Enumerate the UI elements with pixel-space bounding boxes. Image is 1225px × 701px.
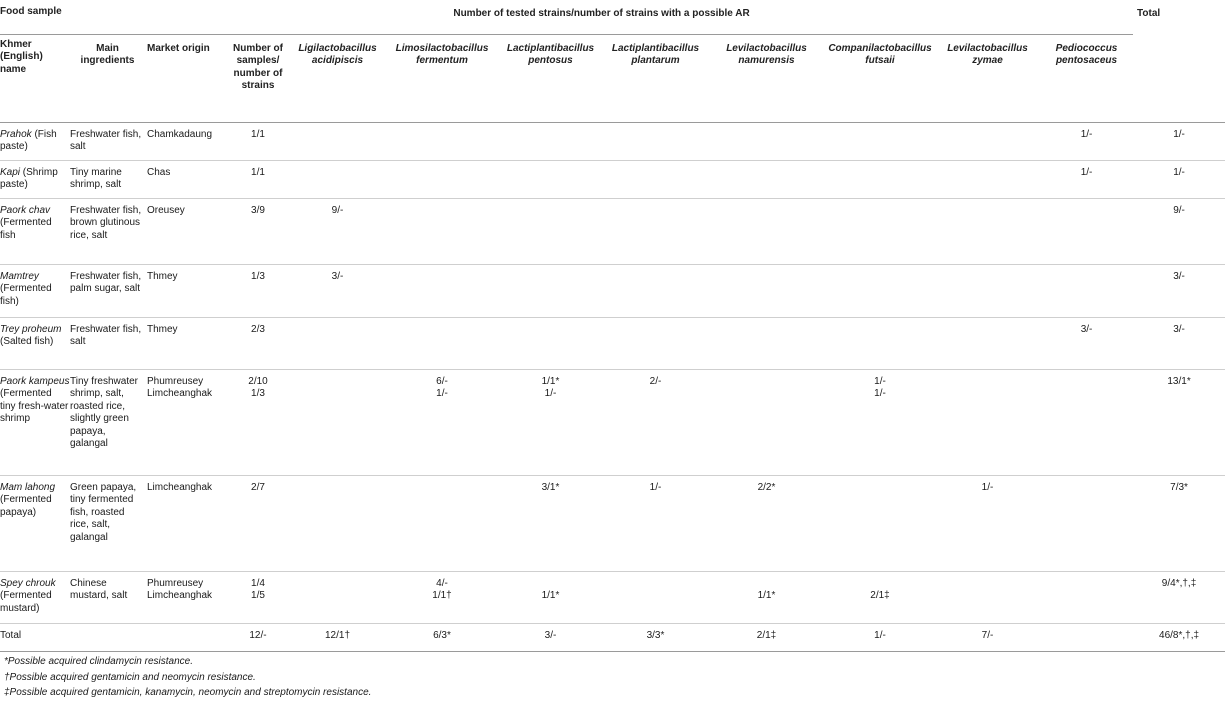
footnote: †Possible acquired gentamicin and neomycin resistance. xyxy=(4,671,256,683)
species-count-cell: 2/1‡ xyxy=(825,571,935,623)
food-name-english: (Fermented papaya) xyxy=(0,494,52,518)
total-cell: 46/8*,†,‡ xyxy=(1133,623,1225,651)
samples-cell: 1/3 xyxy=(227,264,289,317)
species-count-cell: 6/- 1/- xyxy=(386,369,498,475)
market-origin-cell: Thmey xyxy=(145,264,227,317)
species-count-cell xyxy=(825,264,935,317)
food-name-cell xyxy=(0,369,70,475)
species-count-cell xyxy=(603,264,708,317)
food-name-cell xyxy=(0,122,70,160)
ingredients-cell: Tiny freshwater shrimp, salt, roasted rice, slightly green papaya, galangal xyxy=(70,369,145,475)
food-name-english: (Fermented fish) xyxy=(0,283,52,307)
species-header: Levilactobacillus zymae xyxy=(947,42,1028,66)
species-count-cell: 1/- xyxy=(825,623,935,651)
species-count-cell xyxy=(498,317,603,369)
species-header: Levilactobacillus namurensis xyxy=(726,42,807,66)
species-count-cell xyxy=(386,198,498,264)
footnote: *Possible acquired clindamycin resistance. xyxy=(4,656,193,667)
food-name-khmer: Paork chav xyxy=(0,204,51,216)
khmer-name-header: Khmer (English) name xyxy=(0,34,70,122)
market-origin-cell: Chamkadaung xyxy=(145,122,227,160)
species-count-cell xyxy=(386,475,498,571)
species-count-cell: 6/3* xyxy=(386,623,498,651)
food-name-khmer: Prahok xyxy=(0,128,32,140)
samples-cell: 2/7 xyxy=(227,475,289,571)
species-count-cell xyxy=(825,160,935,198)
table-row xyxy=(0,369,1225,475)
ingredients-cell: Green papaya, tiny fermented fish, roasted rice, salt, galangal xyxy=(70,475,145,571)
market-origin-header: Market origin xyxy=(147,42,210,54)
table-row xyxy=(0,475,1225,571)
total-cell: 9/- xyxy=(1133,198,1225,264)
samples-cell: 1/4 1/5 xyxy=(227,571,289,623)
species-count-cell xyxy=(289,122,386,160)
species-count-cell xyxy=(386,160,498,198)
food-name-cell xyxy=(0,571,70,623)
total-cell: 7/3* xyxy=(1133,475,1225,571)
species-header: Lactiplantibacillus pentosus xyxy=(506,42,595,66)
species-count-cell: 3/- xyxy=(289,264,386,317)
food-sample-header: Food sample xyxy=(0,6,62,17)
main-ingredients-header: Main ingredients xyxy=(80,42,135,66)
species-header: Ligilactobacillus acidipiscis xyxy=(298,42,377,66)
species-count-cell xyxy=(825,198,935,264)
ingredients-cell: Chinese mustard, salt xyxy=(70,571,145,623)
samples-cell: 3/9 xyxy=(227,198,289,264)
footnotes xyxy=(4,654,371,701)
species-header: Limosilactobacillus fermentum xyxy=(395,42,489,66)
food-name-english: (Fermented mustard) xyxy=(0,590,52,614)
species-count-cell xyxy=(935,122,1040,160)
species-count-cell xyxy=(289,475,386,571)
species-count-cell xyxy=(708,369,825,475)
species-count-cell xyxy=(498,122,603,160)
market-origin-cell: Thmey xyxy=(145,317,227,369)
total-header-spacer xyxy=(1133,34,1225,122)
table-row xyxy=(0,122,1225,160)
species-count-cell xyxy=(825,475,935,571)
species-count-cell: 1/- xyxy=(1040,122,1133,160)
species-count-cell xyxy=(498,198,603,264)
species-count-cell: 12/1† xyxy=(289,623,386,651)
food-name-english: (Salted fish) xyxy=(0,336,54,347)
species-count-cell xyxy=(1040,369,1133,475)
species-count-cell xyxy=(935,571,1040,623)
species-count-cell xyxy=(289,160,386,198)
food-name-english: (Fermented fish xyxy=(0,217,52,241)
species-count-cell xyxy=(708,317,825,369)
footnote: ‡Possible acquired gentamicin, kanamycin, neomycin and streptomycin resistance. xyxy=(4,687,372,698)
ingredients-cell: Freshwater fish, palm sugar, salt xyxy=(70,264,145,317)
table-row xyxy=(0,198,1225,264)
span-title-header: Number of tested strains/number of strains with a possible AR xyxy=(70,0,1133,34)
num-samples-header: Number of samples/ number of strains xyxy=(233,42,283,91)
species-count-cell xyxy=(386,122,498,160)
species-count-cell: 4/- 1/1† xyxy=(386,571,498,623)
species-count-cell xyxy=(708,160,825,198)
species-header: Lactiplantibacillus plantarum xyxy=(611,42,700,66)
total-row xyxy=(0,623,1225,651)
species-count-cell: 1/- xyxy=(1040,160,1133,198)
species-count-cell xyxy=(1040,623,1133,651)
market-origin-cell: Limcheanghak xyxy=(145,475,227,571)
table-row xyxy=(0,264,1225,317)
species-count-cell xyxy=(935,160,1040,198)
samples-cell: 12/- xyxy=(227,623,289,651)
total-cell: 3/- xyxy=(1133,264,1225,317)
samples-cell: 1/1 xyxy=(227,122,289,160)
species-count-cell: 3/- xyxy=(1040,317,1133,369)
market-origin-cell: Phumreusey Limcheanghak xyxy=(145,369,227,475)
species-count-cell xyxy=(603,198,708,264)
ingredients-cell: Freshwater fish, salt xyxy=(70,317,145,369)
samples-cell: 2/10 1/3 xyxy=(227,369,289,475)
species-count-cell xyxy=(708,198,825,264)
total-cell: 1/- xyxy=(1133,160,1225,198)
market-origin-cell: Phumreusey Limcheanghak xyxy=(145,571,227,623)
species-count-cell xyxy=(289,571,386,623)
species-count-cell xyxy=(935,369,1040,475)
total-header: Total xyxy=(1137,8,1161,19)
header-row-2 xyxy=(0,34,1225,122)
header-row-1 xyxy=(0,0,1225,34)
food-name-cell xyxy=(0,475,70,571)
table-row xyxy=(0,317,1225,369)
ingredients-cell: Freshwater fish, salt xyxy=(70,122,145,160)
samples-cell: 2/3 xyxy=(227,317,289,369)
species-count-cell xyxy=(1040,571,1133,623)
table-row xyxy=(0,571,1225,623)
species-count-cell: 1/1* xyxy=(498,571,603,623)
food-name-khmer: Paork kampeus xyxy=(0,375,70,387)
food-name-english: (Fermented tiny fresh-water shrimp xyxy=(0,388,69,424)
species-count-cell: 9/- xyxy=(289,198,386,264)
species-count-cell: 1/1* 1/- xyxy=(498,369,603,475)
species-count-cell: 3/3* xyxy=(603,623,708,651)
species-count-cell xyxy=(1040,198,1133,264)
species-count-cell: 1/- xyxy=(935,475,1040,571)
market-origin-cell: Chas xyxy=(145,160,227,198)
species-count-cell: 7/- xyxy=(935,623,1040,651)
species-count-cell: 3/1* xyxy=(498,475,603,571)
food-name-cell xyxy=(0,160,70,198)
food-name-khmer: Kapi xyxy=(0,166,21,178)
species-header: Pediococcus pentosaceus xyxy=(1055,42,1118,66)
species-count-cell xyxy=(708,264,825,317)
food-name-cell xyxy=(0,198,70,264)
samples-cell: 1/1 xyxy=(227,160,289,198)
species-count-cell xyxy=(289,369,386,475)
species-count-cell xyxy=(1040,475,1133,571)
species-count-cell: 2/- xyxy=(603,369,708,475)
species-count-cell xyxy=(498,264,603,317)
species-count-cell xyxy=(708,122,825,160)
total-cell: 1/- xyxy=(1133,122,1225,160)
species-count-cell: 1/- 1/- xyxy=(825,369,935,475)
food-name-khmer: Mam lahong xyxy=(0,481,56,493)
species-count-cell xyxy=(603,571,708,623)
food-name-cell xyxy=(0,317,70,369)
species-count-cell xyxy=(825,317,935,369)
species-count-cell xyxy=(603,160,708,198)
market-origin-cell: Oreusey xyxy=(145,198,227,264)
species-count-cell: 2/2* xyxy=(708,475,825,571)
species-header: Companilactobacillus futsaii xyxy=(828,42,932,66)
species-count-cell: 2/1‡ xyxy=(708,623,825,651)
species-count-cell xyxy=(935,264,1040,317)
species-count-cell xyxy=(386,317,498,369)
ingredients-cell: Freshwater fish, brown glutinous rice, salt xyxy=(70,198,145,264)
food-name-khmer: Trey proheum xyxy=(0,323,62,335)
total-row-label: Total xyxy=(0,623,227,651)
species-count-cell xyxy=(825,122,935,160)
table-row xyxy=(0,160,1225,198)
species-count-cell xyxy=(935,317,1040,369)
species-count-cell xyxy=(603,122,708,160)
total-cell: 9/4*,†,‡ xyxy=(1133,571,1225,623)
species-count-cell xyxy=(498,160,603,198)
ingredients-cell: Tiny marine shrimp, salt xyxy=(70,160,145,198)
species-count-cell xyxy=(386,264,498,317)
species-count-cell: 1/1* xyxy=(708,571,825,623)
species-count-cell xyxy=(1040,264,1133,317)
species-count-cell xyxy=(935,198,1040,264)
food-name-english: (Fish paste) xyxy=(0,128,57,152)
food-name-khmer: Mamtrey xyxy=(0,270,39,282)
species-count-cell: 3/- xyxy=(498,623,603,651)
total-cell: 3/- xyxy=(1133,317,1225,369)
food-name-cell xyxy=(0,264,70,317)
species-count-cell: 1/- xyxy=(603,475,708,571)
food-name-khmer: Spey chrouk xyxy=(0,577,56,589)
food-name-english: (Shrimp paste) xyxy=(0,166,58,190)
species-count-cell xyxy=(603,317,708,369)
total-cell: 13/1* xyxy=(1133,369,1225,475)
species-count-cell xyxy=(289,317,386,369)
